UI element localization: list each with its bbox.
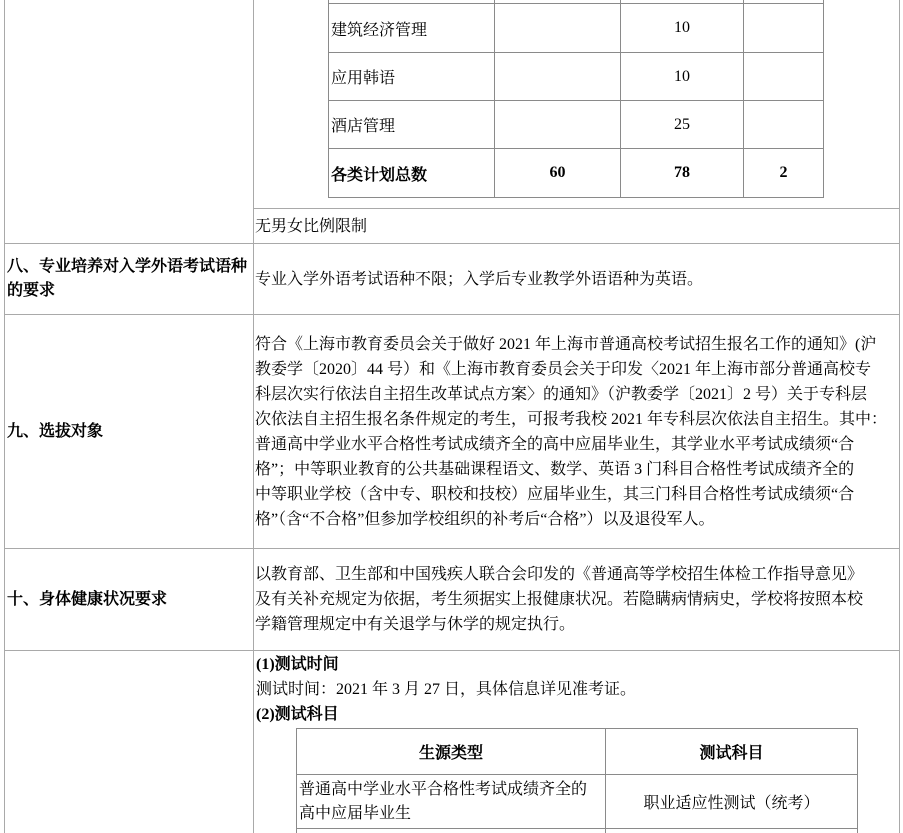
test-time-text: 测试时间：2021 年 3 月 27 日，具体信息详见准考证。 (256, 681, 637, 698)
major-name-cell: 应用韩语 (331, 70, 396, 87)
section-text: 专业入学外语考试语种不限；入学后专业教学外语语种为英语。 (255, 270, 704, 288)
text-line: 普通高中学业水平合格性考试成绩齐全的高中应届毕业生，其学业水平考试成绩须“合 (255, 435, 855, 453)
gender-note-cell (254, 209, 899, 243)
gender-note: 无男女比例限制 (255, 217, 368, 235)
table-rule (328, 197, 824, 198)
plan-count-cell: 25 (674, 115, 690, 133)
section-9-label (5, 315, 253, 548)
major-name-cell: 酒店管理 (331, 118, 396, 135)
section-10-content (254, 549, 899, 650)
test-subject-table (296, 728, 858, 833)
section-label-line: 十、身体健康状况要求 (7, 590, 168, 608)
column-header: 测试科目 (699, 745, 764, 762)
enrollment-plan-table (328, 3, 824, 198)
section-label-line: 九、选拔对象 (7, 422, 104, 440)
text-line: 以教育部、卫生部和中国残疾人联合会印发的《普通高等学校招生体检工作指导意见》 (255, 566, 864, 583)
section-8-content (254, 244, 899, 314)
total-value-cell: 60 (549, 164, 566, 181)
text-line: 教委学〔2020〕44 号）和《上海市教育委员会关于印发〈2021 年上海市部分普通高校专 (255, 360, 872, 378)
table-rule (899, 0, 900, 833)
source-type-line: 高中应届毕业生 (299, 804, 412, 822)
text-line: 中等职业学校（含中专、职校和技校）应届毕业生，其三门科目合格性考试成绩须“合 (255, 485, 855, 503)
plan-count-cell: 10 (674, 19, 690, 36)
table-rule (4, 650, 900, 651)
text-line: 学籍管理规定中有关退学与休学的规定执行。 (255, 616, 576, 633)
test-time-heading: (1)测试时间 (256, 656, 339, 673)
section-9-content (254, 315, 899, 548)
table-rule (857, 728, 858, 833)
plan-count-cell: 10 (674, 67, 690, 85)
total-value-cell: 78 (674, 164, 690, 181)
text-line: 及有关补充规定为依据，考生须据实上报健康状况。若隐瞒病情病史，学校将按照本校 (255, 591, 864, 608)
section-label-line: 八、专业培养对入学外语考试语种 (7, 258, 248, 275)
section-10-label (5, 549, 253, 650)
table-rule (823, 0, 824, 197)
text-line: 符合《上海市教育委员会关于做好 2021 年上海市普通高校考试招生报名工作的通知》(沪 (255, 335, 877, 353)
major-name-cell: 建筑经济管理 (331, 21, 428, 39)
column-header: 生源类型 (418, 745, 483, 762)
test-subject-heading: (2)测试科目 (256, 706, 339, 723)
section-label-line: 的要求 (7, 282, 56, 299)
text-line: 格”；中等职业教育的公共基础课程语文、数学、英语 3 门科目合格性考试成绩齐全的 (255, 460, 855, 478)
text-line: 科层次实行依法自主招生改革试点方案〉的通知》（沪教委学〔2021〕2 号）关于专科层 (255, 385, 868, 403)
total-value-cell: 2 (779, 164, 788, 181)
source-type-cell (297, 775, 605, 828)
section-8-label (5, 244, 253, 314)
text-line: 次依法自主招生报名条件规定的考生，可报考我校 2021 年专科层次依法自主招生。其中： (255, 410, 888, 428)
test-subject-cell: 职业适应性测试（统考） (643, 795, 820, 812)
table-rule (296, 828, 858, 829)
text-line: 格”（含“不合格”但参加学校组织的补考后“合格”）以及退役军人。 (255, 510, 715, 528)
section-11-content (256, 652, 898, 727)
source-type-line: 普通高中学业水平合格性考试成绩齐全的 (299, 780, 588, 798)
total-label-cell: 各类计划总数 (331, 166, 428, 184)
